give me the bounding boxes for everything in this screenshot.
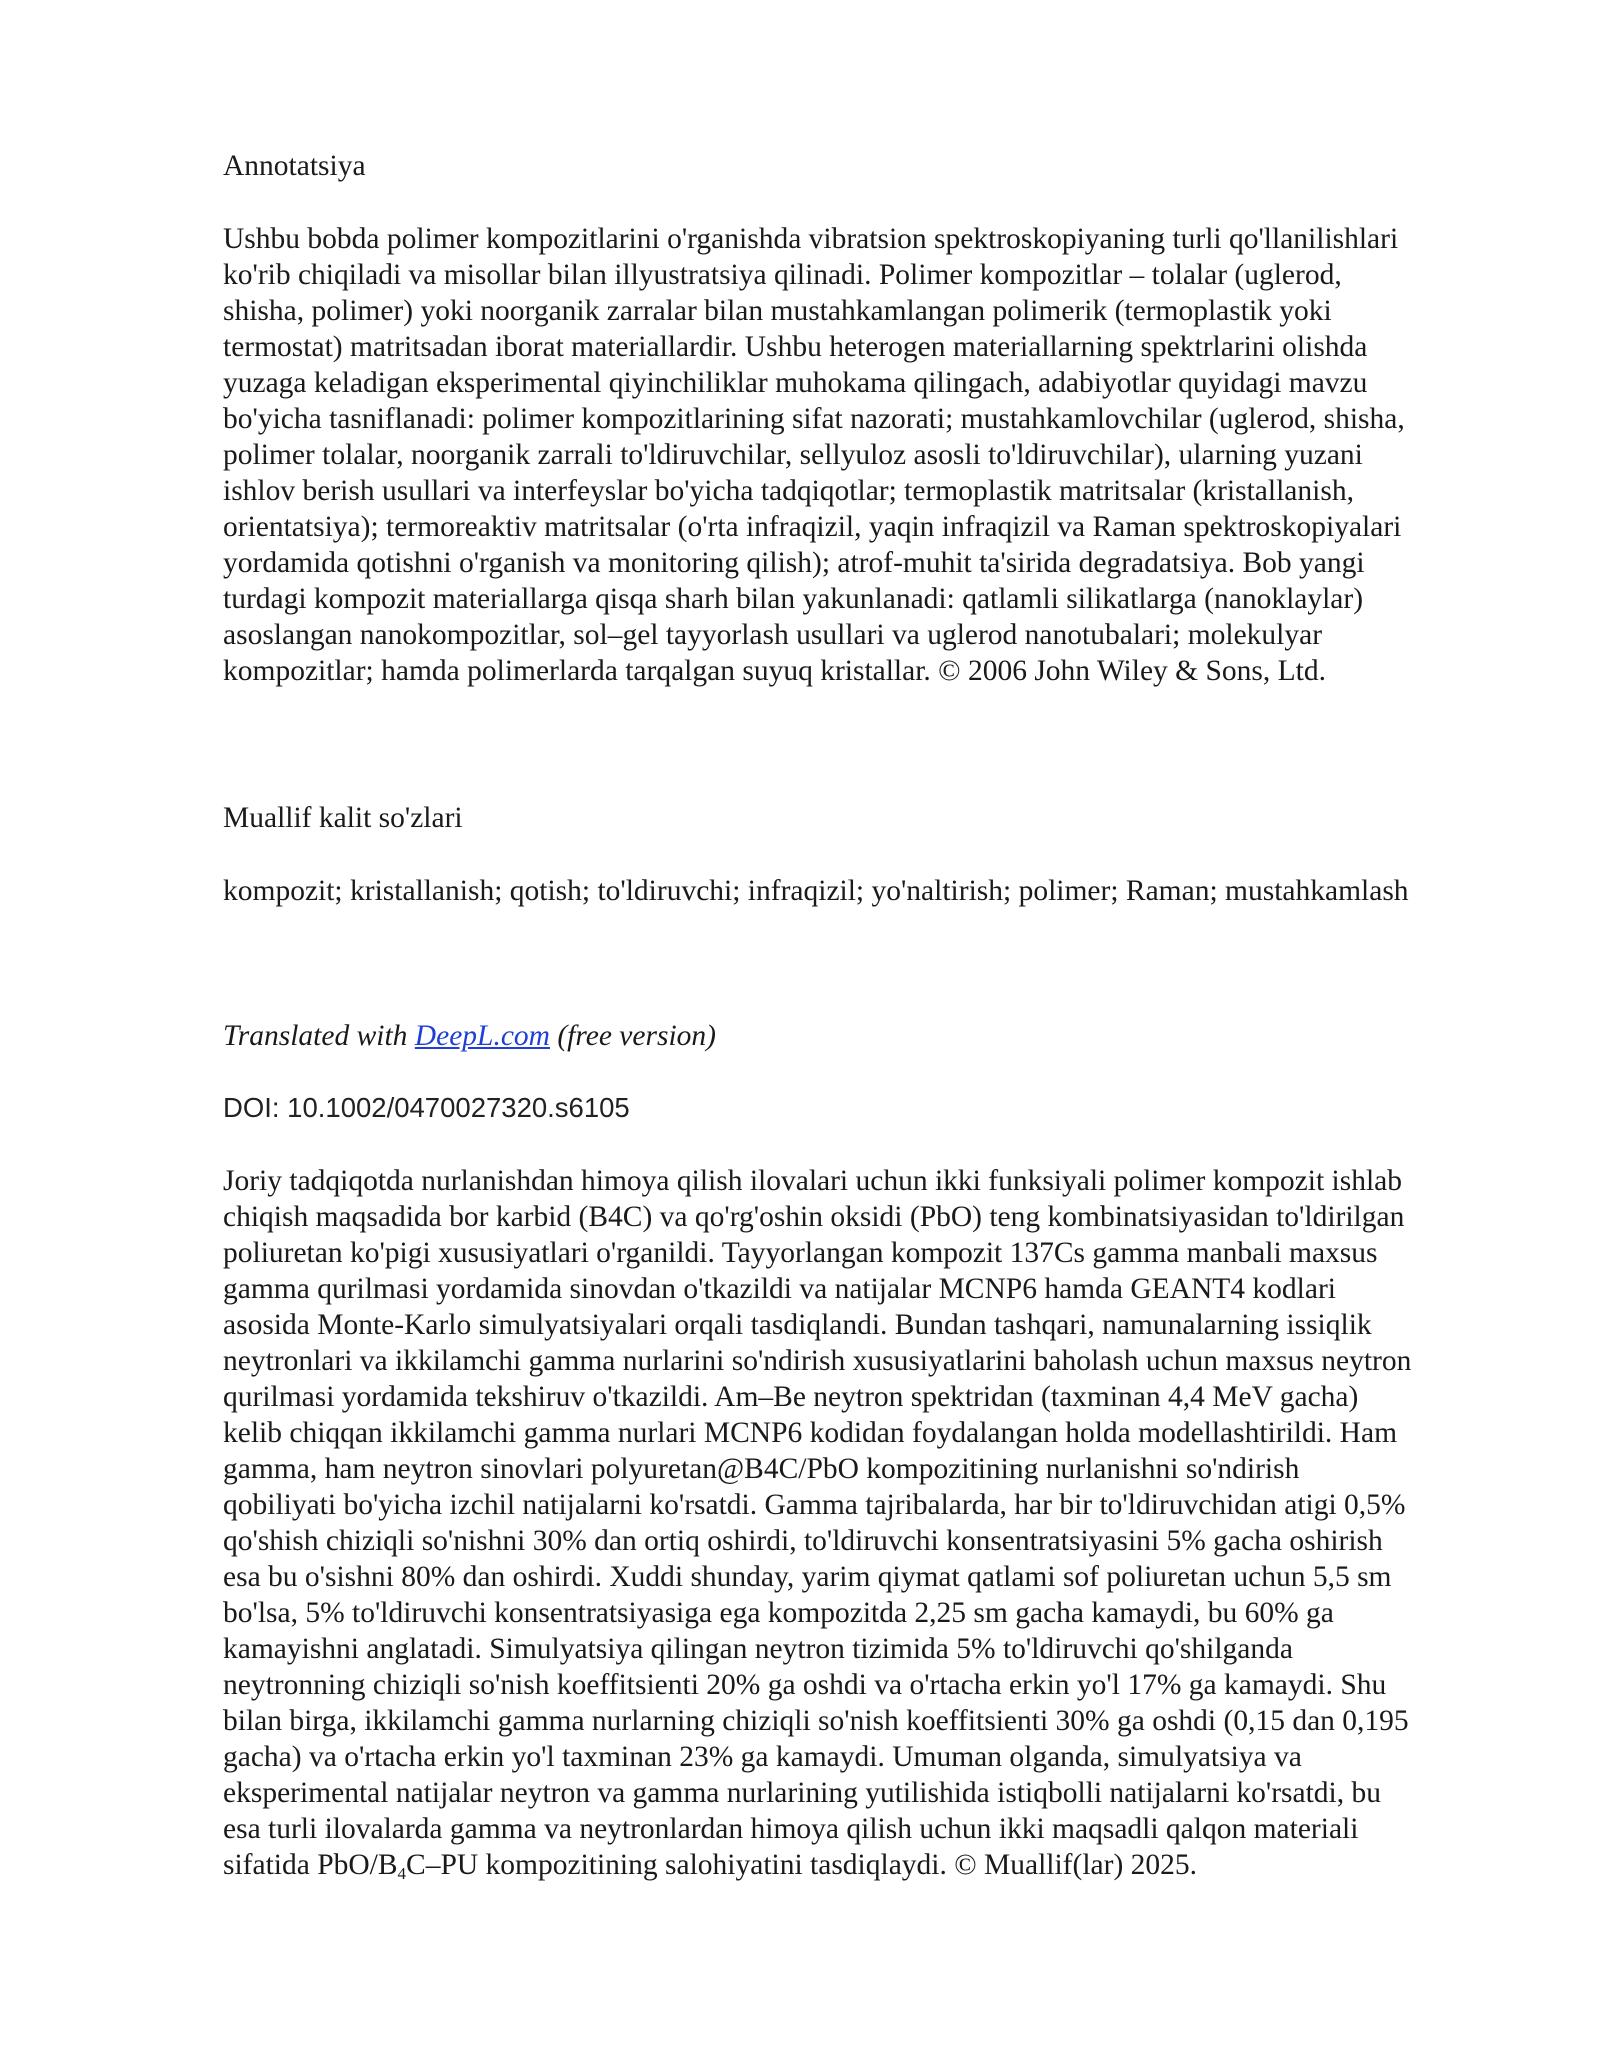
second-abstract-line: eksperimental natijalar neytron va gamma nurlarining yutilishida istiqbolli natijalarni ko'rsatdi, bu [223,1777,1381,1809]
second-abstract-line: kelib chiqqan ikkilamchi gamma nurlari MCNP6 kodidan foydalangan holda modellashtirildi. Ham [223,1417,1398,1449]
last-line-before-subscript: sifatida PbO/B [223,1849,398,1881]
abstract-line: asoslangan nanokompozitlar, sol–gel tayyorlash usullari va uglerod nanotubalari; molekulyar [223,619,1323,651]
abstract-line: shisha, polimer) yoki noorganik zarralar bilan mustahkamlangan polimerik (termoplastik yoki [223,295,1332,327]
second-abstract-line: gamma qurilmasi yordamida sinovdan o'tkazildi va natijalar MCNP6 hamda GEANT4 kodlari [223,1273,1336,1305]
second-abstract-last-line [223,1847,1505,1883]
keywords-text: kompozit; kristallanish; qotish; to'ldiruvchi; infraqizil; yo'naltirish; polimer; Raman; mustahkamlash [223,875,1409,907]
second-abstract-line: qobiliyati bo'yicha izchil natijalarni ko'rsatdi. Gamma tajribalarda, har bir to'ldiruvchidan atigi 0,5% [223,1489,1406,1521]
second-abstract-line: kamayishni anglatadi. Simulyatsiya qilingan neytron tizimida 5% to'ldiruvchi qo'shilganda [223,1633,1293,1665]
second-abstract-line: qurilmasi yordamida tekshiruv o'tkazildi. Am–Be neytron spektridan (taxminan 4,4 MeV gacha) [223,1381,1359,1413]
translation-prefix: Translated with [223,1020,415,1052]
abstract-line: yuzaga keladigan eksperimental qiyinchiliklar muhokama qilingach, adabiyotlar quyidagi mavzu [223,367,1368,399]
second-abstract-line: Joriy tadqiqotda nurlanishdan himoya qilish ilovalari uchun ikki funksiyali polimer kompozit ishlab [223,1165,1403,1197]
doi-text: DOI: 10.1002/0470027320.s6105 [223,1092,630,1123]
second-abstract-line: gamma, ham neytron sinovlari polyuretan@B4C/PbO kompozitining nurlanishni so'ndirish [223,1453,1300,1485]
abstract-line: polimer tolalar, noorganik zarrali to'ldiruvchilar, sellyuloz asosli to'ldiruvchilar), ularning yuzani [223,439,1363,471]
abstract-line: yordamida qotishni o'rganish va monitoring qilish); atrof-muhit ta'sirida degradatsiya. Bob yangi [223,547,1365,579]
abstract-line: ishlov berish usullari va interfeyslar bo'yicha tadqiqotlar; termoplastik matritsalar (kristallanish, [223,475,1354,507]
second-abstract-line: gacha) va o'rtacha erkin yo'l taxminan 23% ga kamaydi. Umuman olganda, simulyatsiya va [223,1741,1302,1773]
abstract-line: ko'rib chiqiladi va misollar bilan illyustratsiya qilinadi. Polimer kompozitlar – tolalar (uglerod, [223,259,1342,291]
abstract-line: turdagi kompozit materiallarga qisqa sharh bilan yakunlanadi: qatlamli silikatlarga (nanoklaylar) [223,583,1364,615]
abstract-line: Ushbu bobda polimer kompozitlarini o'rganishda vibratsion spektroskopiyaning turli qo'llanilishlari [223,223,1399,255]
second-abstract-line: qo'shish chiziqli so'nishni 30% dan ortiq oshirdi, to'ldiruvchi konsentratsiyasini 5% gacha oshirish [223,1525,1383,1557]
abstract-line: kompozitlar; hamda polimerlarda tarqalgan suyuq kristallar. © 2006 John Wiley & Sons, Ltd. [223,655,1326,687]
abstract-line: orientatsiya); termoreaktiv matritsalar (o'rta infraqizil, yaqin infraqizil va Raman spektroskopiyalari [223,511,1402,543]
abstract-line: termostat) matritsadan iborat materiallardir. Ushbu heterogen materiallarning spektrlarini olishda [223,331,1368,363]
second-abstract-line: bilan birga, ikkilamchi gamma nurlarning chiziqli so'nish koeffitsienti 30% ga oshdi (0,15 dan 0,195 [223,1705,1409,1737]
second-abstract-line: neytronning chiziqli so'nish koeffitsienti 20% ga oshdi va o'rtacha erkin yo'l 17% ga kamaydi. Shu [223,1669,1387,1701]
second-abstract-line: asosida Monte-Karlo simulyatsiyalari orqali tasdiqlandi. Bundan tashqari, namunalarning issiqlik [223,1309,1372,1341]
second-abstract-line: bo'lsa, 5% to'ldiruvchi konsentratsiyasiga ega kompozitda 2,25 sm gacha kamaydi, bu 60% ga [223,1597,1334,1629]
second-abstract-line: poliuretan ko'pigi xususiyatlari o'rganildi. Tayyorlangan kompozit 137Cs gamma manbali maxsus [223,1237,1378,1269]
abstract-line: bo'yicha tasniflanadi: polimer kompozitlarining sifat nazorati; mustahkamlovchilar (uglerod, shisha, [223,403,1405,435]
translation-note-line [223,1018,1505,1054]
last-line-after-subscript: C–PU kompozitining salohiyatini tasdiqlaydi. © Muallif(lar) 2025. [406,1849,1198,1881]
second-abstract-line: neytronlari va ikkilamchi gamma nurlarini so'ndirish xususiyatlarini baholash uchun maxsus neytron [223,1345,1412,1377]
second-abstract-line: esa turli ilovalarda gamma va neytronlardan himoya qilish uchun ikki maqsadli qalqon materiali [223,1813,1359,1845]
translation-note [223,1018,1505,1054]
second-abstract-line: esa bu o'sishni 80% dan oshirdi. Xuddi shunday, yarim qiymat qatlami sof poliuretan uchun 5,5 sm [223,1561,1392,1593]
abstract-heading: Annotatsiya [223,150,366,182]
abstract-paragraph [223,221,1505,689]
translation-suffix: (free version) [549,1020,716,1052]
subscript-four: 4 [397,1864,407,1883]
doi-line [223,1090,1505,1126]
second-abstract-line: chiqish maqsadida bor karbid (B4C) va qo'rg'oshin oksidi (PbO) teng kombinatsiyasidan to'ldirilgan [223,1201,1405,1233]
second-abstract-paragraph [223,1163,1505,1883]
keywords-heading: Muallif kalit so'zlari [223,802,463,834]
deepl-link[interactable]: DeepL.com [414,1020,550,1052]
keywords-paragraph [223,873,1505,909]
